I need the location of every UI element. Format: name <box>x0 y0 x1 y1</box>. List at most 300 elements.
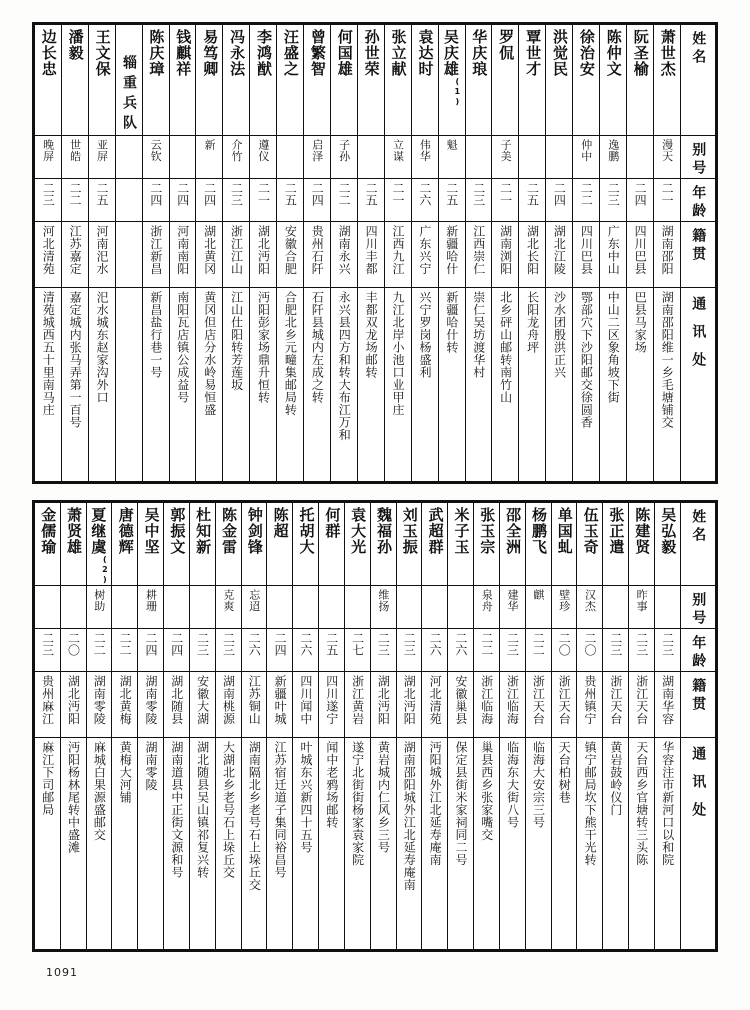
cell-origin-4-text: 湖南零陵 <box>143 675 158 725</box>
cell-address-24-text: 华容注市新河口以和院 <box>660 741 675 866</box>
cell-name-24 <box>654 503 680 586</box>
cell-name-20-text: 单国虬 <box>555 507 574 555</box>
cell-name-2-text: 王文保 <box>93 29 112 77</box>
cell-name-16-text: 华庆琅 <box>470 29 489 77</box>
cell-alias-8-text: 遵仪 <box>256 139 270 162</box>
cell-alias-21 <box>600 136 627 179</box>
cell-age-20 <box>551 629 577 672</box>
cell-origin-17-text: 浙江临海 <box>479 675 494 725</box>
cell-alias-6 <box>196 136 223 179</box>
cell-origin-1 <box>60 672 86 738</box>
cell-origin-16 <box>448 672 474 738</box>
cell-age-15-text: 二六 <box>428 632 443 656</box>
cell-address-12 <box>357 288 384 482</box>
cell-name-15-text: 吴庆雄$^{(1)}$ <box>441 29 462 107</box>
cell-age-5-text: 二四 <box>169 632 184 656</box>
cell-name-4-text: 吴中坚 <box>142 507 161 555</box>
cell-name-15-text: 武超群 <box>426 507 445 555</box>
cell-address-2 <box>88 288 115 482</box>
header-name <box>681 503 716 586</box>
table-row-address <box>35 738 716 950</box>
cell-origin-22 <box>626 222 653 288</box>
cell-alias-17-text: 子美 <box>499 139 513 162</box>
cell-age-14 <box>411 179 438 222</box>
cell-name-9-text: 汪盛之 <box>281 29 300 77</box>
cell-address-18 <box>499 738 525 950</box>
header-origin <box>681 672 716 738</box>
cell-age-7 <box>215 629 241 672</box>
cell-alias-14-text: 伟华 <box>418 139 432 162</box>
header-origin-text: 籍贯 <box>690 678 707 714</box>
cell-origin-4 <box>142 222 169 288</box>
cell-origin-8 <box>241 672 267 738</box>
cell-address-23 <box>653 288 680 482</box>
cell-age-2 <box>88 179 115 222</box>
cell-name-9 <box>267 503 293 586</box>
cell-name-0-text: 金儒瑜 <box>39 507 58 555</box>
cell-address-17-text: 北乡砰山邮转南竹山 <box>498 291 513 404</box>
cell-alias-4 <box>138 586 164 629</box>
cell-name-3-text: 唐德辉 <box>116 507 135 555</box>
cell-name-14-text: 刘玉振 <box>400 507 419 555</box>
cell-origin-7-text: 浙江江山 <box>229 225 244 275</box>
cell-origin-22-text: 浙江天台 <box>608 675 623 725</box>
cell-name-6-text: 杜知新 <box>194 507 213 555</box>
cell-address-21 <box>577 738 603 950</box>
cell-name-5-text: 郭振文 <box>168 507 187 555</box>
cell-age-2 <box>86 629 112 672</box>
cell-name-5-text: 钱麒祥 <box>174 29 193 77</box>
cell-origin-6-text: 湖北黄冈 <box>202 225 217 275</box>
cell-age-10-text: 二四 <box>310 182 325 206</box>
cell-origin-5 <box>169 222 196 288</box>
cell-address-23-text: 湖南邵阳维一乡毛塘铺交 <box>660 291 675 429</box>
cell-address-9 <box>267 738 293 950</box>
cell-alias-4 <box>142 136 169 179</box>
cell-origin-21-text: 贵州镇宁 <box>583 675 598 725</box>
cell-origin-2 <box>88 222 115 288</box>
cell-address-17-text: 巢县西乡张家嘴交 <box>479 741 494 841</box>
cell-name-15 <box>422 503 448 586</box>
cell-name-10 <box>304 25 331 136</box>
cell-age-7-text: 二三 <box>221 632 236 656</box>
cell-origin-20-text: 四川巴县 <box>579 225 594 275</box>
cell-name-7-text: 冯永法 <box>228 29 247 77</box>
cell-age-12 <box>357 179 384 222</box>
cell-name-23 <box>629 503 655 586</box>
header-alias-text: 别号 <box>690 142 707 178</box>
cell-age-11-text: 二五 <box>324 632 339 656</box>
cell-name-20 <box>573 25 600 136</box>
cell-alias-0 <box>35 136 62 179</box>
cell-origin-23-text: 湖南邵阳 <box>660 225 675 275</box>
cell-address-19-text: 沙水团殷洪正兴 <box>552 291 567 379</box>
cell-name-5 <box>169 25 196 136</box>
cell-age-13-text: 二三 <box>376 632 391 656</box>
page-number: 1091 <box>46 966 78 979</box>
cell-age-15-text: 二五 <box>444 182 459 206</box>
cell-age-7 <box>223 179 250 222</box>
cell-address-2-text: 麻城白果源盛邮交 <box>92 741 107 841</box>
cell-origin-12-text: 四川丰都 <box>364 225 379 275</box>
cell-alias-7-text: 介竹 <box>230 139 244 162</box>
cell-address-7 <box>223 288 250 482</box>
cell-address-16 <box>448 738 474 950</box>
cell-name-17 <box>474 503 500 586</box>
cell-age-12-text: 二五 <box>364 182 379 206</box>
cell-address-8-text: 沔阳彭家场鼎升恒转 <box>256 291 271 404</box>
header-name-text: 姓名 <box>690 509 707 545</box>
cell-name-20-text: 徐治安 <box>577 29 596 77</box>
cell-address-5-text: 湖南道县中正街文源和号 <box>169 741 184 879</box>
cell-address-1 <box>60 738 86 950</box>
cell-age-10 <box>293 629 319 672</box>
cell-address-22 <box>603 738 629 950</box>
cell-address-10 <box>293 738 319 950</box>
cell-name-6 <box>189 503 215 586</box>
cell-origin-7 <box>215 672 241 738</box>
cell-origin-14 <box>396 672 422 738</box>
cell-address-10-text: 叶城东兴新四十五号 <box>298 741 313 854</box>
table-row-address <box>35 288 716 482</box>
cell-address-20 <box>573 288 600 482</box>
cell-age-6 <box>189 629 215 672</box>
cell-alias-7-text: 克爽 <box>221 589 235 612</box>
cell-origin-8-text: 湖北沔阳 <box>256 225 271 275</box>
cell-alias-10 <box>304 136 331 179</box>
table-row-name <box>35 25 716 136</box>
cell-alias-23 <box>629 586 655 629</box>
cell-address-2 <box>86 738 112 950</box>
cell-name-16 <box>448 503 474 586</box>
cell-address-3 <box>115 288 142 482</box>
cell-name-9 <box>277 25 304 136</box>
cell-alias-8 <box>250 136 277 179</box>
cell-alias-11 <box>330 136 357 179</box>
cell-address-15 <box>422 738 448 950</box>
cell-age-11 <box>330 179 357 222</box>
cell-alias-11-text: 子孙 <box>337 139 351 162</box>
cell-address-22 <box>626 288 653 482</box>
cell-age-0-text: 二三 <box>40 632 55 656</box>
cell-age-4 <box>138 629 164 672</box>
cell-alias-21-text: 逸鹏 <box>606 139 620 162</box>
cell-age-8 <box>241 629 267 672</box>
cell-address-24 <box>654 738 680 950</box>
cell-age-10 <box>304 179 331 222</box>
cell-name-6 <box>196 25 223 136</box>
cell-age-4 <box>142 179 169 222</box>
cell-origin-24 <box>654 672 680 738</box>
cell-alias-2 <box>88 136 115 179</box>
cell-name-16 <box>465 25 492 136</box>
cell-alias-20-text: 壁珍 <box>557 589 571 612</box>
table-row-origin <box>35 672 716 738</box>
cell-alias-1-text: 世皓 <box>68 139 82 162</box>
cell-age-20-text: 二二 <box>579 182 594 206</box>
cell-address-13-text: 九江北岸小池口业甲庄 <box>391 291 406 416</box>
cell-name-11-text: 何群 <box>323 507 342 539</box>
cell-origin-22-text: 四川巴县 <box>633 225 648 275</box>
cell-age-18 <box>499 629 525 672</box>
cell-alias-16 <box>448 586 474 629</box>
cell-alias-8-text: 忘迢 <box>247 589 261 612</box>
cell-address-6 <box>189 738 215 950</box>
cell-alias-14 <box>411 136 438 179</box>
cell-age-18-text: 二五 <box>525 182 540 206</box>
cell-age-23 <box>653 179 680 222</box>
cell-name-22-text: 阮圣榆 <box>631 29 650 77</box>
cell-address-21-text: 中山二区象角坡下街 <box>606 291 621 404</box>
cell-address-19 <box>525 738 551 950</box>
cell-age-21-text: 二〇 <box>583 632 598 656</box>
cell-origin-18 <box>519 222 546 288</box>
cell-address-17 <box>474 738 500 950</box>
cell-name-2-text: 夏继虞$^{(2)}$ <box>89 507 110 585</box>
cell-alias-10-text: 启泽 <box>310 139 324 162</box>
cell-address-5 <box>164 738 190 950</box>
cell-address-19 <box>546 288 573 482</box>
cell-alias-0 <box>35 586 61 629</box>
table-row-alias <box>35 586 716 629</box>
cell-origin-11-text: 湖南永兴 <box>337 225 352 275</box>
cell-address-18-text: 长阳龙舟坪 <box>525 291 540 354</box>
cell-name-4 <box>138 503 164 586</box>
cell-age-17-text: 二二 <box>479 632 494 656</box>
cell-address-16-text: 崇仁吴坊渡华村 <box>471 291 486 379</box>
cell-name-0 <box>35 503 61 586</box>
roster-table-bottom <box>32 500 718 952</box>
cell-name-19 <box>546 25 573 136</box>
cell-alias-13 <box>370 586 396 629</box>
cell-age-7-text: 二三 <box>229 182 244 206</box>
cell-address-6-text: 黄冈但店分水岭易恒盛 <box>202 291 217 416</box>
cell-origin-8 <box>250 222 277 288</box>
header-name <box>681 25 716 136</box>
cell-age-24 <box>654 629 680 672</box>
cell-name-18-text: 覃世才 <box>524 29 543 77</box>
cell-name-0 <box>35 25 62 136</box>
cell-origin-20-text: 浙江天台 <box>557 675 572 725</box>
cell-age-17 <box>492 179 519 222</box>
cell-address-0-text: 清苑城西五十里南马庄 <box>41 291 56 416</box>
cell-origin-13-text: 江西九江 <box>390 225 405 275</box>
cell-origin-5-text: 湖北随县 <box>169 675 184 725</box>
cell-alias-23-text: 昨事 <box>635 589 649 612</box>
cell-age-0 <box>35 629 61 672</box>
cell-name-3 <box>112 503 138 586</box>
cell-address-12-text: 丰都双龙场邮转 <box>364 291 379 379</box>
cell-address-23 <box>629 738 655 950</box>
cell-name-13-text: 张立献 <box>389 29 408 77</box>
cell-age-20-text: 二〇 <box>557 632 572 656</box>
cell-origin-18-text: 湖北长阳 <box>525 225 540 275</box>
cell-origin-4 <box>138 672 164 738</box>
cell-address-15-text: 新疆哈什转 <box>444 291 459 354</box>
cell-name-12-text: 袁大光 <box>349 507 368 555</box>
cell-alias-19 <box>546 136 573 179</box>
cell-address-22-text: 黄岩鼓岭仪门 <box>608 741 623 816</box>
cell-name-10-text: 曾繁智 <box>308 29 327 77</box>
cell-age-3 <box>112 629 138 672</box>
cell-name-8-text: 李鸿猷 <box>255 29 273 77</box>
cell-name-18 <box>519 25 546 136</box>
cell-name-9-text: 陈超 <box>271 507 290 539</box>
cell-name-16-text: 米子玉 <box>452 507 471 555</box>
cell-origin-0 <box>35 222 62 288</box>
header-age-text: 年龄 <box>690 185 707 221</box>
header-address <box>681 738 716 950</box>
cell-origin-3-text: 湖北黄梅 <box>118 675 133 725</box>
cell-origin-9-text: 新疆叶城 <box>273 675 288 725</box>
cell-origin-0-text: 河北清苑 <box>41 225 56 275</box>
cell-name-13 <box>384 25 411 136</box>
cell-alias-3 <box>112 586 138 629</box>
cell-age-18 <box>519 179 546 222</box>
cell-name-10 <box>293 503 319 586</box>
cell-alias-12 <box>344 586 370 629</box>
cell-origin-20 <box>573 222 600 288</box>
cell-alias-15 <box>438 136 465 179</box>
cell-name-13-text: 魏福孙 <box>374 507 393 555</box>
cell-origin-1-text: 湖北沔阳 <box>66 675 81 725</box>
cell-origin-12 <box>344 672 370 738</box>
cell-address-9 <box>277 288 304 482</box>
cell-name-1-text: 潘毅 <box>66 29 85 61</box>
cell-origin-0-text: 贵州麻江 <box>40 675 55 725</box>
cell-name-6-text: 易笃卿 <box>201 29 220 77</box>
cell-name-5 <box>164 503 190 586</box>
cell-origin-11 <box>330 222 357 288</box>
cell-name-12 <box>357 25 384 136</box>
cell-alias-19-text: 麒 <box>531 589 545 601</box>
cell-alias-22 <box>603 586 629 629</box>
cell-name-20 <box>551 503 577 586</box>
cell-origin-14-text: 广东兴宁 <box>417 225 432 275</box>
header-age-text: 年龄 <box>690 635 707 671</box>
cell-origin-3 <box>115 222 142 288</box>
cell-name-22 <box>626 25 653 136</box>
cell-address-16 <box>465 288 492 482</box>
cell-alias-9 <box>277 136 304 179</box>
roster-table-top <box>32 22 718 484</box>
cell-alias-22 <box>626 136 653 179</box>
cell-name-11 <box>319 503 345 586</box>
cell-origin-11 <box>319 672 345 738</box>
cell-age-16-text: 二六 <box>453 632 468 656</box>
cell-origin-6 <box>196 222 223 288</box>
cell-address-21 <box>600 288 627 482</box>
cell-alias-15 <box>422 586 448 629</box>
cell-address-8-text: 湖南隔北乡老号石上垛丘交 <box>247 741 262 891</box>
cell-age-23-text: 二三 <box>634 632 649 656</box>
cell-origin-18 <box>499 672 525 738</box>
cell-age-17-text: 二一 <box>498 182 513 206</box>
cell-alias-4-text: 耕珊 <box>144 589 158 612</box>
cell-alias-10 <box>293 586 319 629</box>
cell-name-3-text: 辎重兵队 <box>120 55 137 135</box>
cell-alias-17 <box>474 586 500 629</box>
cell-origin-3 <box>112 672 138 738</box>
table-row-name <box>35 503 716 586</box>
cell-origin-9 <box>267 672 293 738</box>
cell-age-9 <box>267 629 293 672</box>
cell-name-15 <box>438 25 465 136</box>
cell-address-11-text: 闻中老鸦场邮转 <box>324 741 339 829</box>
cell-age-22 <box>603 629 629 672</box>
cell-alias-5 <box>164 586 190 629</box>
cell-age-4-text: 二四 <box>143 632 158 656</box>
cell-alias-8 <box>241 586 267 629</box>
cell-alias-20 <box>551 586 577 629</box>
cell-address-14 <box>396 738 422 950</box>
cell-age-5 <box>169 179 196 222</box>
cell-origin-14-text: 湖北沔阳 <box>402 675 417 725</box>
cell-name-23 <box>653 25 680 136</box>
cell-address-20-text: 鄂部穴下沙阳邮交徐圆香 <box>579 291 594 429</box>
cell-alias-21-text: 汉杰 <box>583 589 597 612</box>
cell-alias-7 <box>223 136 250 179</box>
cell-age-23 <box>629 629 655 672</box>
cell-age-5 <box>164 629 190 672</box>
cell-name-19-text: 杨鹏飞 <box>529 507 548 555</box>
cell-alias-1 <box>60 586 86 629</box>
cell-alias-19 <box>525 586 551 629</box>
cell-name-7-text: 陈金雷 <box>220 507 238 555</box>
cell-origin-9 <box>277 222 304 288</box>
cell-age-21-text: 二三 <box>606 182 621 206</box>
cell-age-22-text: 二四 <box>633 182 648 206</box>
cell-address-0 <box>35 288 62 482</box>
cell-origin-20 <box>551 672 577 738</box>
cell-age-19-text: 二二 <box>531 632 546 656</box>
cell-age-18-text: 二三 <box>505 632 520 656</box>
cell-age-24-text: 二三 <box>660 632 675 656</box>
cell-name-8-text: 钟剑锋 <box>245 507 264 555</box>
cell-age-13 <box>384 179 411 222</box>
cell-age-6-text: 二三 <box>195 632 210 656</box>
cell-age-3-text: 二二 <box>118 632 133 656</box>
cell-alias-6 <box>189 586 215 629</box>
cell-alias-13 <box>384 136 411 179</box>
cell-origin-15-text: 河北清苑 <box>428 675 443 725</box>
cell-origin-16 <box>465 222 492 288</box>
cell-name-10-text: 托胡大 <box>297 507 316 555</box>
cell-age-1 <box>60 629 86 672</box>
cell-origin-23 <box>629 672 655 738</box>
cell-address-0-text: 麻江下司邮局 <box>40 741 55 816</box>
cell-alias-2-text: 树助 <box>92 589 106 612</box>
table-row-age <box>35 629 716 672</box>
cell-name-2 <box>88 25 115 136</box>
cell-name-4-text: 陈庆璋 <box>147 29 166 77</box>
cell-age-2-text: 二五 <box>95 182 109 206</box>
cell-address-13-text: 黄岩城内仁风乡三号 <box>376 741 391 854</box>
cell-address-15 <box>438 288 465 482</box>
cell-address-13 <box>384 288 411 482</box>
cell-age-20 <box>573 179 600 222</box>
cell-address-6 <box>196 288 223 482</box>
cell-alias-0-text: 晚屏 <box>41 139 55 162</box>
cell-alias-17 <box>492 136 519 179</box>
cell-address-0 <box>35 738 61 950</box>
cell-address-4-text: 新昌盐行巷一号 <box>148 291 163 379</box>
cell-alias-4-text: 云钦 <box>149 139 163 162</box>
cell-origin-5-text: 河南南阳 <box>175 225 190 275</box>
cell-origin-17-text: 湖南浏阳 <box>498 225 513 275</box>
cell-age-12-text: 二七 <box>350 632 365 656</box>
header-origin-text: 籍贯 <box>690 228 707 264</box>
